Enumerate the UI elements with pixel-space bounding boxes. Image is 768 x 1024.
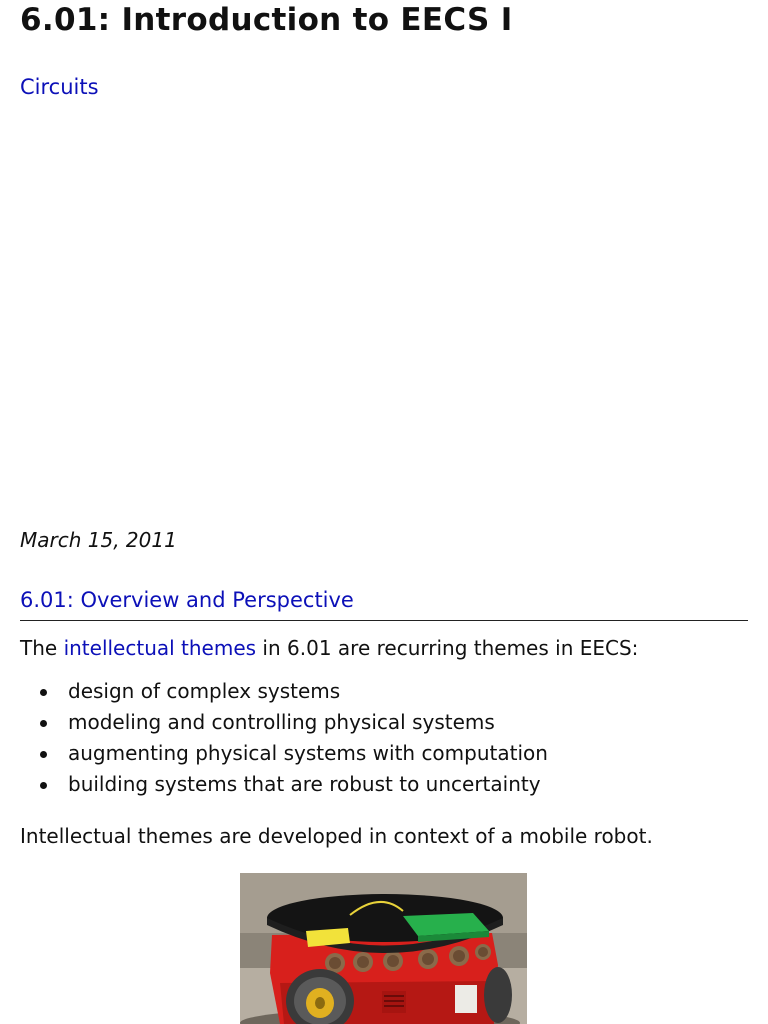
intro-suffix: in 6.01 are recurring themes in EECS:	[256, 636, 639, 660]
theme-text: design of complex systems	[68, 679, 341, 703]
context-sentence: Intellectual themes are developed in context of a mobile robot.	[20, 824, 653, 848]
section-divider	[20, 620, 748, 621]
theme-text: augmenting physical systems with computation	[68, 741, 548, 765]
section-heading: 6.01: Overview and Perspective	[20, 588, 354, 612]
lecture-date: March 15, 2011	[20, 528, 177, 552]
bullet-icon	[40, 720, 47, 727]
intro-highlight: intellectual themes	[63, 636, 257, 660]
robot-illustration	[240, 873, 527, 1024]
theme-text: building systems that are robust to uncertainty	[68, 772, 541, 796]
intro-sentence	[20, 636, 638, 660]
theme-text: modeling and controlling physical systems	[68, 710, 495, 734]
bullet-icon	[40, 782, 47, 789]
slide-subtitle: Circuits	[20, 75, 99, 99]
bullet-icon	[40, 689, 47, 696]
intro-prefix: The	[20, 636, 64, 660]
bullet-icon	[40, 751, 47, 758]
robot-photo	[240, 873, 527, 1024]
slide-title: 6.01: Introduction to EECS I	[20, 2, 513, 38]
